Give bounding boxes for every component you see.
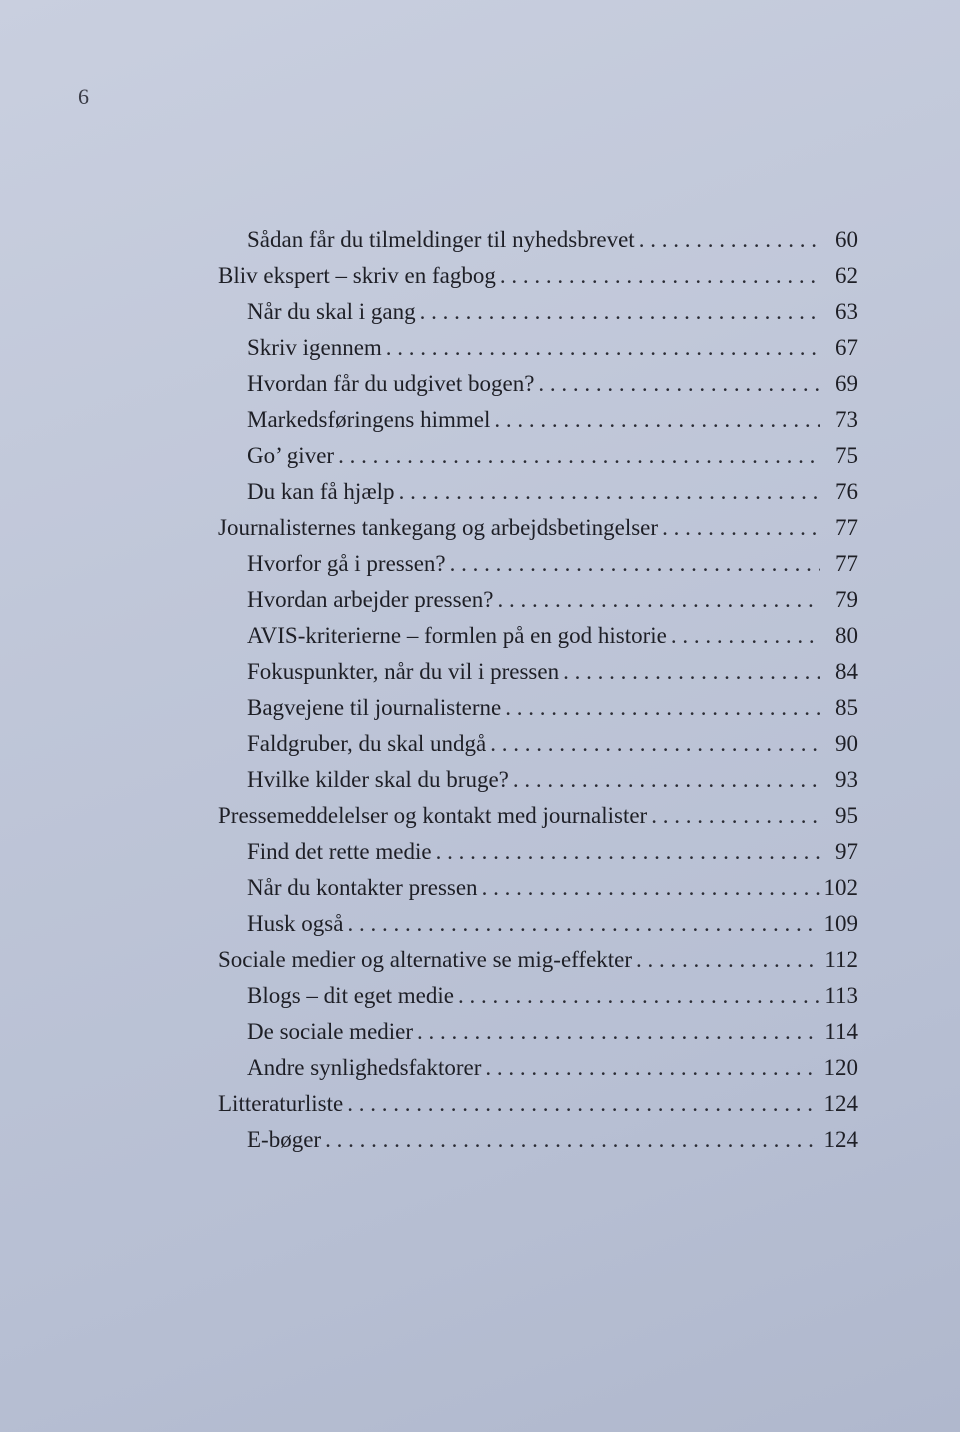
toc-entry-page: 93 (835, 767, 858, 792)
toc-section-entry (218, 474, 858, 510)
toc-section-entry (218, 906, 858, 942)
toc-section-entry (218, 294, 858, 330)
toc-section-entry (218, 438, 858, 474)
toc-entry-page: 102 (823, 875, 858, 900)
toc-section-entry (218, 654, 858, 690)
toc-dot-leader (490, 726, 820, 762)
toc-dot-leader (338, 438, 820, 474)
toc-entry-page: 67 (835, 335, 858, 360)
toc-entry-title: Markedsføringens himmel (247, 407, 491, 432)
toc-dot-leader (538, 366, 820, 402)
page-number: 6 (78, 84, 89, 109)
toc-section-entry (218, 1050, 858, 1086)
toc-entry-page: 80 (835, 623, 858, 648)
toc-section-entry (218, 834, 858, 870)
table-of-contents (218, 222, 858, 1158)
toc-dot-leader (450, 546, 820, 582)
toc-section-entry (218, 366, 858, 402)
toc-entry-page: 90 (835, 731, 858, 756)
toc-section-entry (218, 546, 858, 582)
toc-dot-leader (420, 294, 820, 330)
toc-entry-title: Sociale medier og alternative se mig-effekter (218, 947, 633, 972)
toc-dot-leader (347, 1086, 819, 1122)
toc-entry-page: 124 (823, 1127, 858, 1152)
toc-entry-page: 120 (823, 1055, 858, 1080)
toc-dot-leader (485, 1050, 819, 1086)
toc-entry-page: 112 (824, 947, 858, 972)
toc-dot-leader (513, 762, 820, 798)
toc-section-entry (218, 222, 858, 258)
toc-chapter-entry (218, 798, 858, 834)
toc-dot-leader (494, 402, 820, 438)
toc-dot-leader (671, 618, 820, 654)
toc-section-entry (218, 402, 858, 438)
toc-entry-title: Når du skal i gang (247, 299, 416, 324)
toc-entry-title: Når du kontakter pressen (247, 875, 478, 900)
toc-entry-page: 109 (823, 911, 858, 936)
toc-entry-page: 62 (835, 263, 858, 288)
toc-entry-title: AVIS-kriterierne – formlen på en god historie (247, 623, 667, 648)
toc-entry-page: 63 (835, 299, 858, 324)
toc-entry-title: Go’ giver (247, 443, 335, 468)
toc-dot-leader (458, 978, 820, 1014)
toc-dot-leader (662, 510, 820, 546)
toc-entry-page: 95 (835, 803, 858, 828)
toc-entry-title: Hvordan arbejder pressen? (247, 587, 494, 612)
toc-section-entry (218, 1122, 858, 1158)
toc-dot-leader (563, 654, 820, 690)
toc-section-entry (218, 978, 858, 1014)
toc-entry-page: 75 (835, 443, 858, 468)
toc-entry-page: 113 (824, 983, 858, 1008)
toc-dot-leader (399, 474, 820, 510)
toc-section-entry (218, 582, 858, 618)
toc-entry-page: 73 (835, 407, 858, 432)
toc-entry-title: Du kan få hjælp (247, 479, 395, 504)
toc-entry-title: Bagvejene til journalisterne (247, 695, 502, 720)
toc-entry-title: Sådan får du tilmeldinger til nyhedsbrevet (247, 227, 635, 252)
toc-entry-title: De sociale medier (247, 1019, 414, 1044)
toc-entry-page: 77 (835, 515, 858, 540)
toc-entry-title: Husk også (247, 911, 344, 936)
toc-chapter-entry (218, 942, 858, 978)
toc-entry-title: Journalisternes tankegang og arbejdsbetingelser (218, 515, 659, 540)
toc-entry-page: 77 (835, 551, 858, 576)
toc-chapter-entry (218, 510, 858, 546)
toc-dot-leader (505, 690, 820, 726)
toc-entry-title: Skriv igennem (247, 335, 382, 360)
toc-entry-title: Faldgruber, du skal undgå (247, 731, 487, 756)
toc-entry-page: 79 (835, 587, 858, 612)
toc-dot-leader (436, 834, 820, 870)
toc-entry-title: Litteraturliste (218, 1091, 344, 1116)
toc-section-entry (218, 726, 858, 762)
toc-entry-title: Hvorfor gå i pressen? (247, 551, 446, 576)
toc-entry-title: Pressemeddelelser og kontakt med journalister (218, 803, 648, 828)
toc-dot-leader (347, 906, 819, 942)
toc-section-entry (218, 870, 858, 906)
toc-dot-leader (325, 1122, 819, 1158)
toc-chapter-entry (218, 1086, 858, 1122)
toc-entry-page: 84 (835, 659, 858, 684)
toc-entry-page: 60 (835, 227, 858, 252)
toc-section-entry (218, 762, 858, 798)
toc-dot-leader (482, 870, 820, 906)
toc-entry-page: 69 (835, 371, 858, 396)
toc-dot-leader (636, 942, 820, 978)
toc-entry-title: E-bøger (247, 1127, 322, 1152)
toc-entry-page: 85 (835, 695, 858, 720)
toc-section-entry (218, 690, 858, 726)
toc-dot-leader (386, 330, 820, 366)
toc-entry-page: 114 (824, 1019, 858, 1044)
toc-dot-leader (498, 582, 821, 618)
toc-entry-page: 124 (823, 1091, 858, 1116)
toc-chapter-entry (218, 258, 858, 294)
toc-dot-leader (651, 798, 820, 834)
toc-section-entry (218, 1014, 858, 1050)
toc-entry-title: Andre synlighedsfaktorer (247, 1055, 482, 1080)
toc-entry-title: Blogs – dit eget medie (247, 983, 454, 1008)
toc-entry-title: Bliv ekspert – skriv en fagbog (218, 263, 496, 288)
toc-section-entry (218, 330, 858, 366)
toc-dot-leader (500, 258, 820, 294)
toc-entry-page: 97 (835, 839, 858, 864)
toc-dot-leader (639, 222, 820, 258)
toc-entry-title: Hvordan får du udgivet bogen? (247, 371, 535, 396)
toc-entry-page: 76 (835, 479, 858, 504)
toc-entry-title: Hvilke kilder skal du bruge? (247, 767, 509, 792)
toc-entry-title: Find det rette medie (247, 839, 432, 864)
toc-section-entry (218, 618, 858, 654)
toc-dot-leader (417, 1014, 820, 1050)
toc-entry-title: Fokuspunkter, når du vil i pressen (247, 659, 560, 684)
